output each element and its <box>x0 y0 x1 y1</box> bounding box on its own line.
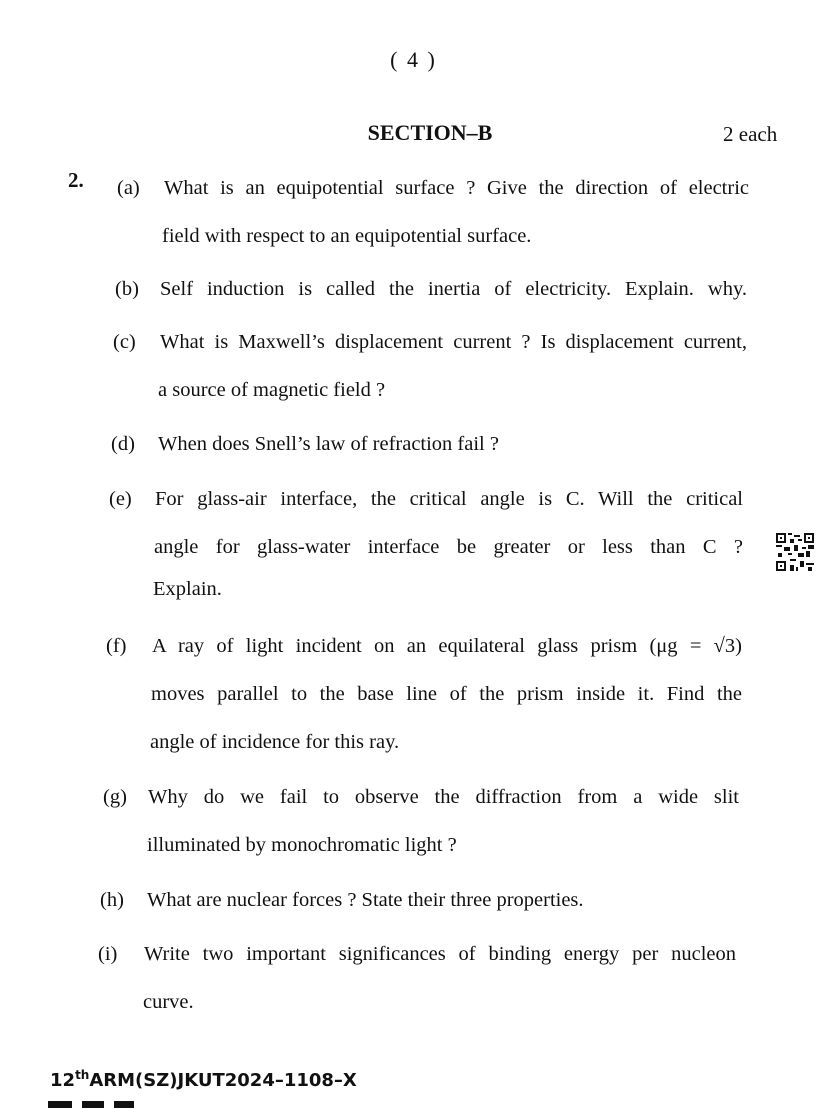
part-line: For glass-air interface, the critical angle is C. Will the critical <box>155 488 743 510</box>
question-part-a <box>117 164 749 260</box>
part-line: field with respect to an equipotential surface. <box>162 225 532 247</box>
part-label: (d) <box>111 433 135 455</box>
question-part-i <box>98 930 736 1026</box>
part-line: What are nuclear forces ? State their three properties. <box>147 889 584 911</box>
paper-code-text: ARM(SZ)JKUT2024–1108–X <box>89 1070 357 1091</box>
part-line: Explain. <box>153 578 222 600</box>
question-part-e <box>109 475 743 607</box>
part-label: (c) <box>113 331 136 353</box>
question-part-c <box>113 318 747 414</box>
qr-code-icon <box>776 533 814 571</box>
part-line: angle of incidence for this ray. <box>150 731 400 753</box>
page-number: ( 4 ) <box>390 47 437 72</box>
part-label: (i) <box>98 943 118 965</box>
part-label: (b) <box>115 278 139 300</box>
part-line: a source of magnetic field ? <box>158 379 386 401</box>
part-label: (e) <box>109 488 132 510</box>
section-marks: 2 each <box>723 122 778 146</box>
paper-code-sup: th <box>75 1068 90 1082</box>
part-label: (h) <box>100 889 124 911</box>
part-line: illuminated by monochromatic light ? <box>147 834 457 856</box>
part-line: angle for glass-water interface be greater or less than C ? <box>154 536 743 558</box>
part-line: curve. <box>143 991 194 1013</box>
section-title: SECTION–B <box>367 120 493 145</box>
cropped-text-fragment <box>48 1098 158 1108</box>
part-line: Why do we fail to observe the diffraction from a wide slit <box>148 786 739 808</box>
part-line: What is an equipotential surface ? Give the direction of electric <box>164 177 749 199</box>
question-part-f <box>106 622 742 766</box>
question-part-g <box>103 773 739 869</box>
part-line: moves parallel to the base line of the prism inside it. Find the <box>151 683 742 705</box>
part-label: (a) <box>117 177 140 199</box>
question-part-h <box>100 876 656 924</box>
part-label: (f) <box>106 635 127 657</box>
part-line: Write two important significances of binding energy per nucleon <box>144 943 736 965</box>
part-line: What is Maxwell’s displacement current ? Is displacement current, <box>160 331 747 353</box>
question-part-d <box>111 420 747 468</box>
paper-code <box>50 1068 357 1091</box>
question-part-b <box>115 265 747 313</box>
part-label: (g) <box>103 786 127 808</box>
part-line: A ray of light incident on an equilateral glass prism (μg = √3) <box>152 635 742 657</box>
question-number: 2. <box>68 168 84 192</box>
part-line: Self induction is called the inertia of electricity. Explain. why. <box>160 278 747 300</box>
paper-code-prefix: 12 <box>50 1070 76 1091</box>
part-line: When does Snell’s law of refraction fail ? <box>158 433 499 455</box>
